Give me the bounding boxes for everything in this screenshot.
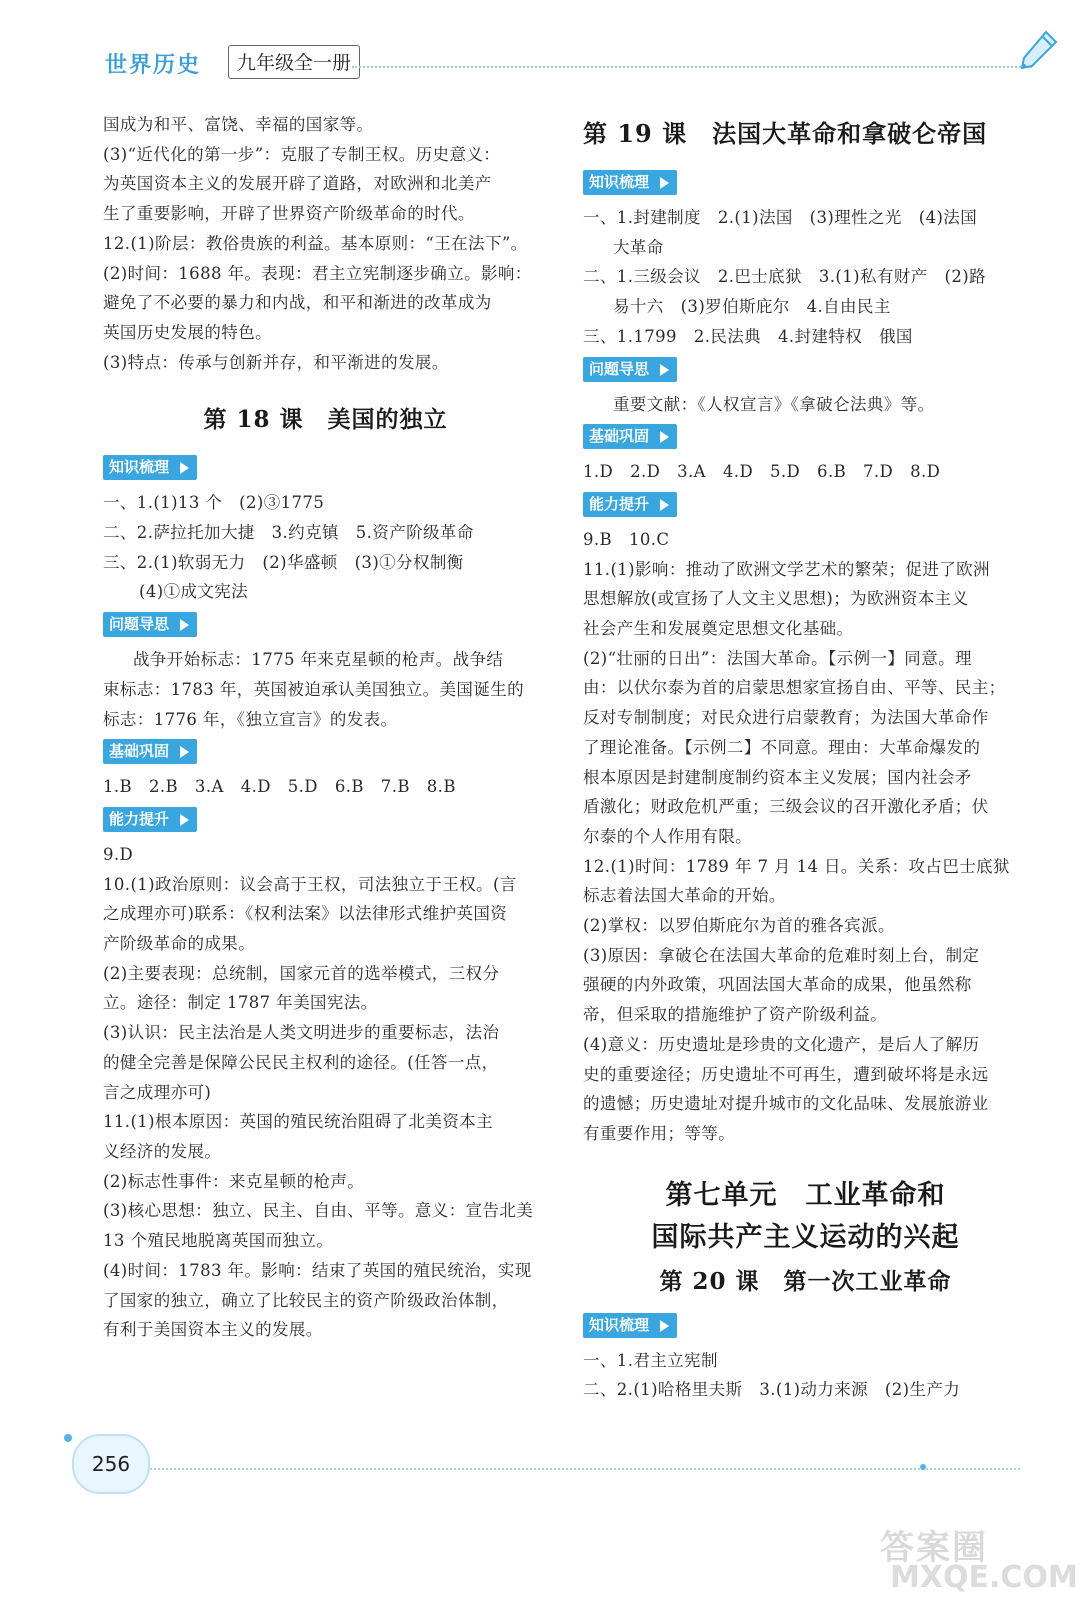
text-line: (2)标志性事件：来克星顿的枪声。 bbox=[103, 1171, 365, 1191]
text-line: (3)特点：传承与创新并存，和平渐进的发展。 bbox=[103, 352, 449, 372]
text-line: (3)核心思想：独立、民主、自由、平等。意义：宣告北美 bbox=[103, 1201, 534, 1221]
header-divider bbox=[352, 66, 1032, 68]
text-line: 重要文献：《人权宣言》《拿破仑法典》等。 bbox=[613, 394, 935, 414]
text-line: (2)主要表现：总统制，国家元首的选举模式，三权分 bbox=[103, 963, 500, 983]
answer-line: 1.D 2.D 3.A 4.D 5.D 6.B 7.D 8.D bbox=[583, 462, 941, 482]
text-line: 立。途径：制定 1787 年美国宪法。 bbox=[103, 993, 378, 1013]
text-line: 9.B 10.C bbox=[583, 529, 670, 549]
text-line: 社会产生和发展奠定思想文化基础。 bbox=[583, 619, 854, 639]
text-line: 反对专制制度；对民众进行启蒙教育；为法国大革命作 bbox=[583, 708, 989, 728]
section-tag-ability: 能力提升 bbox=[583, 492, 677, 517]
text-line: 思想解放(或宣扬了人文主义思想)；为欧洲资本主义 bbox=[583, 589, 969, 609]
pen-icon bbox=[1016, 28, 1060, 72]
text-line: 三、1.1799 2.民法典 4.封建特权 俄国 bbox=[583, 326, 913, 346]
lesson-19-title: 第 19 课 法国大革命和拿破仑帝国 bbox=[583, 119, 988, 148]
text-line: 三、2.(1)软弱无力 (2)华盛顿 (3)①分权制衡 bbox=[103, 552, 464, 572]
watermark-url: MXQE.COM bbox=[890, 1560, 1078, 1595]
section-tag-knowledge: 知识梳理 bbox=[583, 1313, 677, 1338]
unit-7-title-line-1: 第七单元 工业革命和 bbox=[665, 1179, 946, 1211]
decor-dot bbox=[64, 1434, 72, 1442]
text-line: 13 个殖民地脱离英国而独立。 bbox=[103, 1231, 334, 1251]
text-line: (3)原因：拿破仑在法国大革命的危难时刻上台，制定 bbox=[583, 945, 980, 965]
text-line: 有利于美国资本主义的发展。 bbox=[103, 1320, 323, 1340]
text-line: 有重要作用；等等。 bbox=[583, 1123, 736, 1143]
text-line: 根本原因是封建制度制约资本主义发展；国内社会矛 bbox=[583, 767, 972, 787]
section-tag-question: 问题导思 bbox=[103, 612, 197, 637]
text-line: 避免了不必要的暴力和内战，和平和渐进的改革成为 bbox=[103, 293, 492, 313]
text-line: 二、2.萨拉托加大捷 3.约克镇 5.资产阶级革命 bbox=[103, 523, 474, 543]
page-footer bbox=[0, 1420, 1083, 1600]
text-line: 标志着法国大革命的开始。 bbox=[583, 886, 786, 906]
page-header bbox=[0, 0, 1083, 90]
lesson-18-title: 第 18 课 美国的独立 bbox=[203, 406, 448, 434]
page-number: 256 bbox=[91, 1452, 131, 1476]
text-line: 言之成理亦可) bbox=[103, 1082, 212, 1102]
text-line: 强硬的内外政策，巩固法国大革命的成果，他虽然称 bbox=[583, 975, 972, 995]
right-column bbox=[583, 110, 1028, 1405]
text-line: 12.(1)阶层：教俗贵族的利益。基本原则：“王在法下”。 bbox=[103, 233, 528, 253]
text-line: (4)①成文宪法 bbox=[139, 582, 249, 602]
answer-line: 1.B 2.B 3.A 4.D 5.D 6.B 7.B 8.B bbox=[103, 777, 456, 797]
text-line: 12.(1)时间：1789 年 7 月 14 日。关系：攻占巴士底狱 bbox=[583, 856, 1010, 876]
section-tag-knowledge: 知识梳理 bbox=[103, 455, 197, 480]
text-line: 为英国资本主义的发展开辟了道路，对欧洲和北美产 bbox=[103, 174, 492, 194]
text-line: 战争开始标志：1775 年来克星顿的枪声。战争结 bbox=[133, 650, 504, 670]
text-line: 英国历史发展的特色。 bbox=[103, 322, 272, 342]
text-line: 国成为和平、富饶、幸福的国家等。 bbox=[103, 115, 374, 134]
text-line: (2)掌权：以罗伯斯庇尔为首的雅各宾派。 bbox=[583, 916, 895, 936]
grade-label: 九年级全一册 bbox=[228, 45, 360, 79]
text-line: 产阶级革命的成果。 bbox=[103, 934, 256, 954]
text-line: 一、1.封建制度 2.(1)法国 (3)理性之光 (4)法国 bbox=[583, 208, 978, 227]
section-tag-basics: 基础巩固 bbox=[583, 424, 677, 449]
text-line: (2)时间：1688 年。表现：君主立宪制逐步确立。影响： bbox=[103, 263, 532, 283]
text-line: 生了重要影响，开辟了世界资产阶级革命的时代。 bbox=[103, 204, 475, 224]
text-line: 的遗憾；历史遗址对提升城市的文化品味、发展旅游业 bbox=[583, 1094, 989, 1114]
text-line: 11.(1)根本原因：英国的殖民统治阻碍了北美资本主 bbox=[103, 1112, 494, 1132]
text-line: 一、1.(1)13 个 (2)③1775 bbox=[103, 493, 325, 513]
text-line: (4)意义：历史遗址是珍贵的文化遗产，是后人了解历 bbox=[583, 1034, 980, 1054]
subject-title: 世界历史 bbox=[105, 53, 202, 78]
text-line: (3)认识：民主法治是人类文明进步的重要标志，法治 bbox=[103, 1023, 500, 1043]
page-number-badge bbox=[72, 1434, 150, 1494]
text-line: 义经济的发展。 bbox=[103, 1141, 222, 1161]
section-tag-basics: 基础巩固 bbox=[103, 739, 197, 764]
text-line: 二、1.三级会议 2.巴士底狱 3.(1)私有财产 (2)路 bbox=[583, 267, 986, 287]
text-line: 的健全完善是保障公民民主权利的途径。(任答一点， bbox=[103, 1052, 499, 1072]
watermark-logo: 答案圈 bbox=[880, 1528, 988, 1568]
text-line: 一、1.君主立宪制 bbox=[583, 1350, 718, 1370]
text-line: 帝，但采取的措施维护了资产阶级利益。 bbox=[583, 1005, 888, 1025]
section-tag-knowledge: 知识梳理 bbox=[583, 170, 677, 195]
section-tag-question: 问题导思 bbox=[583, 357, 677, 382]
text-line: 易十六 (3)罗伯斯庇尔 4.自由民主 bbox=[613, 297, 891, 317]
text-line: 之成理亦可)联系：《权利法案》以法律形式维护英国资 bbox=[103, 904, 508, 924]
section-tag-ability: 能力提升 bbox=[103, 807, 197, 832]
text-line: 了理论准备。【示例二】不同意。理由：大革命爆发的 bbox=[583, 737, 981, 757]
text-line: 9.D bbox=[103, 844, 134, 864]
text-line: (3)“近代化的第一步”：克服了专制王权。历史意义： bbox=[103, 144, 501, 164]
text-line: 10.(1)政治原则：议会高于王权，司法独立于王权。(言 bbox=[103, 874, 517, 894]
text-line: 盾激化；财政危机严重；三级会议的召开激化矛盾；伏 bbox=[583, 797, 989, 817]
lesson-20-title: 第 20 课 第一次工业革命 bbox=[659, 1267, 952, 1295]
text-line: 二、2.(1)哈格里夫斯 3.(1)动力来源 (2)生产力 bbox=[583, 1380, 961, 1400]
text-line: 史的重要途径；历史遗址不可再生，遭到破坏将是永远 bbox=[583, 1064, 989, 1084]
text-line: 大革命 bbox=[613, 237, 664, 257]
text-line: 束标志：1783 年，英国被迫承认美国独立。美国诞生的 bbox=[103, 679, 525, 699]
text-line: 11.(1)影响：推动了欧洲文学艺术的繁荣；促进了欧洲 bbox=[583, 559, 990, 579]
text-line: (2)“壮丽的日出”：法国大革命。【示例一】同意。理 bbox=[583, 648, 972, 668]
text-line: (4)时间：1783 年。影响：结束了英国的殖民统治，实现 bbox=[103, 1260, 532, 1280]
footer-divider bbox=[150, 1468, 1020, 1470]
text-line: 标志：1776 年，《独立宣言》的发表。 bbox=[103, 709, 398, 729]
text-line: 尔泰的个人作用有限。 bbox=[583, 826, 752, 846]
text-line: 由：以伏尔泰为首的启蒙思想家宣扬自由、平等、民主； bbox=[583, 678, 1006, 698]
decor-dot bbox=[920, 1464, 926, 1470]
text-line: 了国家的独立，确立了比较民主的资产阶级政治体制， bbox=[103, 1290, 509, 1310]
left-column bbox=[103, 110, 548, 1345]
unit-7-title-line-2: 国际共产主义运动的兴起 bbox=[651, 1221, 960, 1253]
